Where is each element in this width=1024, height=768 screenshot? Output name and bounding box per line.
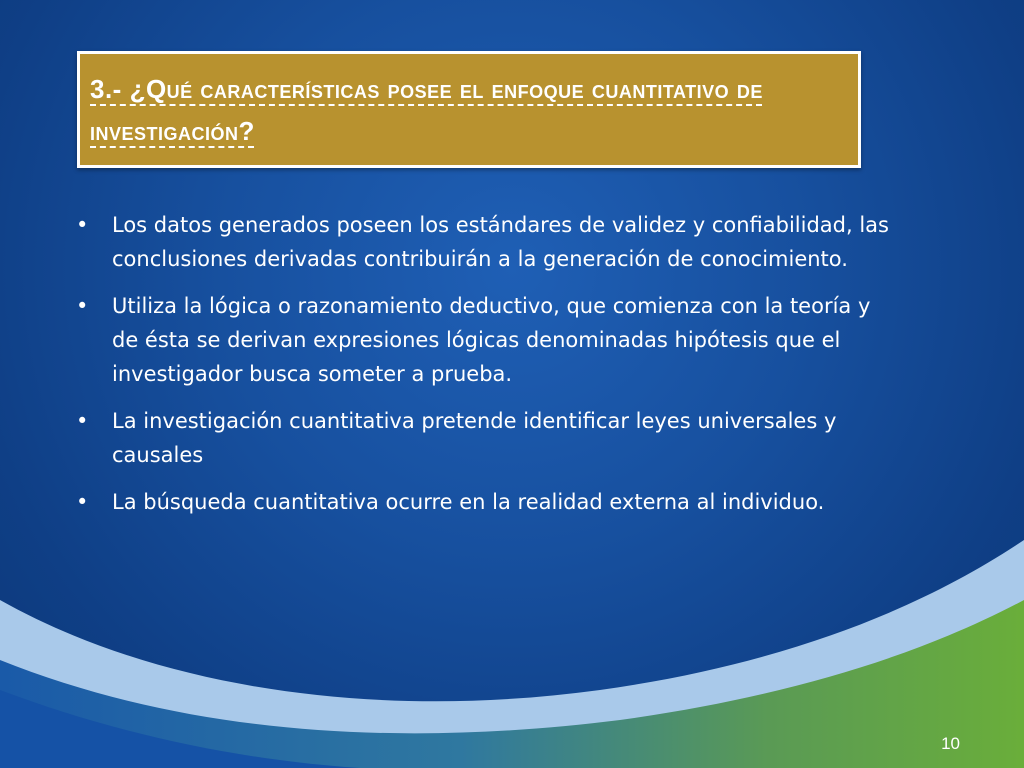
page-number: 10: [941, 734, 960, 753]
bullet-text: La búsqueda cuantitativa ocurre en la realidad externa al individuo.: [112, 490, 825, 514]
list-item: [74, 208, 894, 276]
bullet-list: [74, 208, 894, 532]
bullet-text: Utiliza la lógica o razonamiento deductivo, que comienza con la teoría y de ésta se derivan expresiones lógicas denominadas hipótesis que el investigador busca someter a prueba.: [112, 294, 871, 386]
list-item: [74, 289, 894, 391]
bullet-marker: •: [76, 294, 89, 318]
list-item: [74, 404, 894, 472]
title-box: [77, 51, 861, 168]
bullet-text: Los datos generados poseen los estándares de validez y confiabilidad, las conclusiones derivadas contribuirán a la generación de conocimiento.: [112, 213, 889, 271]
bullet-marker: •: [76, 213, 89, 237]
bullet-marker: •: [76, 409, 89, 433]
list-item: [74, 485, 894, 519]
bullet-text: La investigación cuantitativa pretende identificar leyes universales y causales: [112, 409, 837, 467]
slide-title: 3.- ¿Qué características posee el enfoque cuantitativo de investigación?: [90, 74, 763, 146]
bullet-marker: •: [76, 490, 89, 514]
